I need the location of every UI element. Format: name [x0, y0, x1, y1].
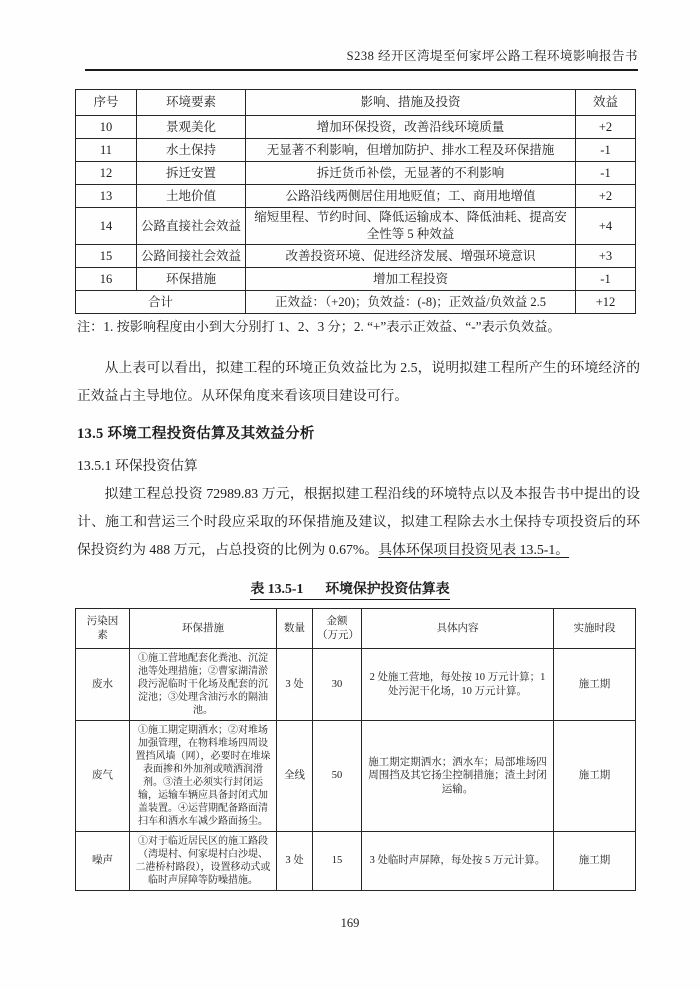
- cell-quantity: 3 处: [277, 649, 313, 721]
- cell-amount: 30: [313, 649, 362, 721]
- col-header-pollution-factor: 污染因素: [76, 609, 130, 649]
- table-note: 注：1. 按影响程度由小到大分别打 1、2、3 分；2. “+”表示正效益、“-”表示负效益。: [77, 319, 561, 334]
- cell-detail: 2 处施工营地，每处按 10 万元计算；1 处污泥干化场，10 万元计算。: [362, 649, 554, 721]
- cell-amount: 50: [313, 721, 362, 832]
- cell-detail: 3 处临时声屏障，每处按 5 万元计算。: [362, 832, 554, 891]
- page-number: 169: [340, 916, 360, 930]
- cell-amount: 15: [313, 832, 362, 891]
- table-row: [76, 162, 636, 185]
- cell-factor: 噪声: [76, 832, 130, 891]
- cell-benefit: -1: [576, 268, 636, 291]
- benefit-table-header-row: [76, 90, 636, 116]
- cell-no: 10: [76, 116, 137, 139]
- cell-period: 施工期: [554, 649, 636, 721]
- cell-element: 公路直接社会效益: [137, 208, 246, 245]
- paragraph-conclusion: 从上表可以看出，拟建工程的环境正负效益比为 2.5，说明拟建工程所产生的环境经济的正效益占主导地位。从环保角度来看该项目建设可行。: [77, 360, 640, 404]
- cell-element: 环保措施: [137, 268, 246, 291]
- cell-measures: ①对于临近居民区的施工路段（湾堤村、何家堤村白沙堤、二港桥村路段），设置移动式或临时声屏障等防噪措施。: [130, 832, 277, 891]
- table-row: [76, 139, 636, 162]
- section-heading-13-5: 13.5 环境工程投资估算及其效益分析: [77, 426, 315, 443]
- cell-benefit: -1: [576, 139, 636, 162]
- cell-impact: 公路沿线两侧居住用地贬值；工、商用地增值: [246, 185, 576, 208]
- cell-impact: 增加工程投资: [246, 268, 576, 291]
- cell-element: 公路间接社会效益: [137, 245, 246, 268]
- cell-detail: 施工期定期洒水；洒水车；局部堆场四周围挡及其它扬尘控制措施；渣土封闭运输。: [362, 721, 554, 832]
- table-caption: [0, 577, 700, 600]
- cell-total-label: 合计: [76, 291, 246, 314]
- table-row: [76, 116, 636, 139]
- cell-benefit: +4: [576, 208, 636, 245]
- col-header-amount: 金额（万元）: [313, 609, 362, 649]
- col-header-period: 实施时段: [554, 609, 636, 649]
- cell-no: 11: [76, 139, 137, 162]
- cell-element: 拆迁安置: [137, 162, 246, 185]
- cell-impact: 缩短里程、节约时间、降低运输成本、降低油耗、提高安全性等 5 种效益: [246, 208, 576, 245]
- table-row-exhaust: [76, 721, 636, 832]
- table-row: [76, 245, 636, 268]
- col-header-impact: 影响、措施及投资: [246, 90, 576, 116]
- cell-element: 水土保持: [137, 139, 246, 162]
- table-caption-title: 环境保护投资估算表: [325, 581, 450, 597]
- cell-quantity: 全线: [277, 721, 313, 832]
- table-row: [76, 268, 636, 291]
- col-header-benefit: 效益: [576, 90, 636, 116]
- cell-measures: ①施工期定期洒水；②对堆场加强管理，在物料堆场四周设置挡风墙（网），必要时在堆垛表面掺和外加剂或喷洒润滑剂。③渣土必须实行封闭运输，运输车辆应具备封闭式加盖装置。④运营期配备路面清扫车和洒水车减少路面扬尘。: [130, 721, 277, 832]
- paragraph-investment-text: 拟建工程总投资 72989.83 万元，根据拟建工程沿线的环境特点以及本报告书中提出的设计、施工和营运三个时段应采取的环保措施及建议，拟建工程除去水土保持专项投资后的环保投资约为 488 万元，占总投资的比例为 0.67%。: [77, 486, 640, 558]
- cell-impact: 无显著不利影响，但增加防护、排水工程及环保措施: [246, 139, 576, 162]
- header-title: S238 经开区湾堤至何家坪公路工程环境影响报告书: [346, 49, 638, 63]
- benefit-table: [75, 89, 636, 314]
- cell-benefit: +3: [576, 245, 636, 268]
- cell-element: 土地价值: [137, 185, 246, 208]
- cell-period: 施工期: [554, 832, 636, 891]
- cell-no: 15: [76, 245, 137, 268]
- col-header-detail: 具体内容: [362, 609, 554, 649]
- header-rule: [85, 69, 638, 71]
- table-row: [76, 185, 636, 208]
- cell-measures: ①施工营地配套化粪池、沉淀池等处理措施；②曹家湖清淤段污泥临时干化场及配套的沉淀池；③处理含油污水的隔油池。: [130, 649, 277, 721]
- table-row-noise: [76, 832, 636, 891]
- cell-benefit: +2: [576, 185, 636, 208]
- cell-benefit: -1: [576, 162, 636, 185]
- cell-total-benefit: +12: [576, 291, 636, 314]
- table-row-wastewater: [76, 649, 636, 721]
- cell-factor: 废水: [76, 649, 130, 721]
- cell-benefit: +2: [576, 116, 636, 139]
- col-header-quantity: 数量: [277, 609, 313, 649]
- cell-element: 景观美化: [137, 116, 246, 139]
- cell-no: 16: [76, 268, 137, 291]
- cell-period: 施工期: [554, 721, 636, 832]
- paragraph-investment: [77, 480, 640, 564]
- cell-factor: 废气: [76, 721, 130, 832]
- cell-no: 14: [76, 208, 137, 245]
- investment-table: [75, 608, 636, 891]
- col-header-element: 环境要素: [137, 90, 246, 116]
- cell-impact: 拆迁货币补偿，无显著的不利影响: [246, 162, 576, 185]
- cell-impact: 增加环保投资，改善沿线环境质量: [246, 116, 576, 139]
- table-row: [76, 208, 636, 245]
- col-header-no: 序号: [76, 90, 137, 116]
- col-header-measures: 环保措施: [130, 609, 277, 649]
- table-cross-reference: 具体环保项目投资见表 13.5-1。: [378, 542, 570, 558]
- page-header: [85, 0, 638, 64]
- cell-quantity: 3 处: [277, 832, 313, 891]
- table-caption-text: [250, 577, 449, 600]
- table-caption-number: 表 13.5-1: [250, 581, 304, 597]
- cell-no: 12: [76, 162, 137, 185]
- cell-impact: 改善投资环境、促进经济发展、增强环境意识: [246, 245, 576, 268]
- cell-total-impact: 正效益：（+20)；负效益：(-8)；正效益/负效益 2.5: [246, 291, 576, 314]
- investment-table-header-row: [76, 609, 636, 649]
- cell-no: 13: [76, 185, 137, 208]
- table-total-row: [76, 291, 636, 314]
- subsection-heading-13-5-1: 13.5.1 环保投资估算: [77, 458, 198, 474]
